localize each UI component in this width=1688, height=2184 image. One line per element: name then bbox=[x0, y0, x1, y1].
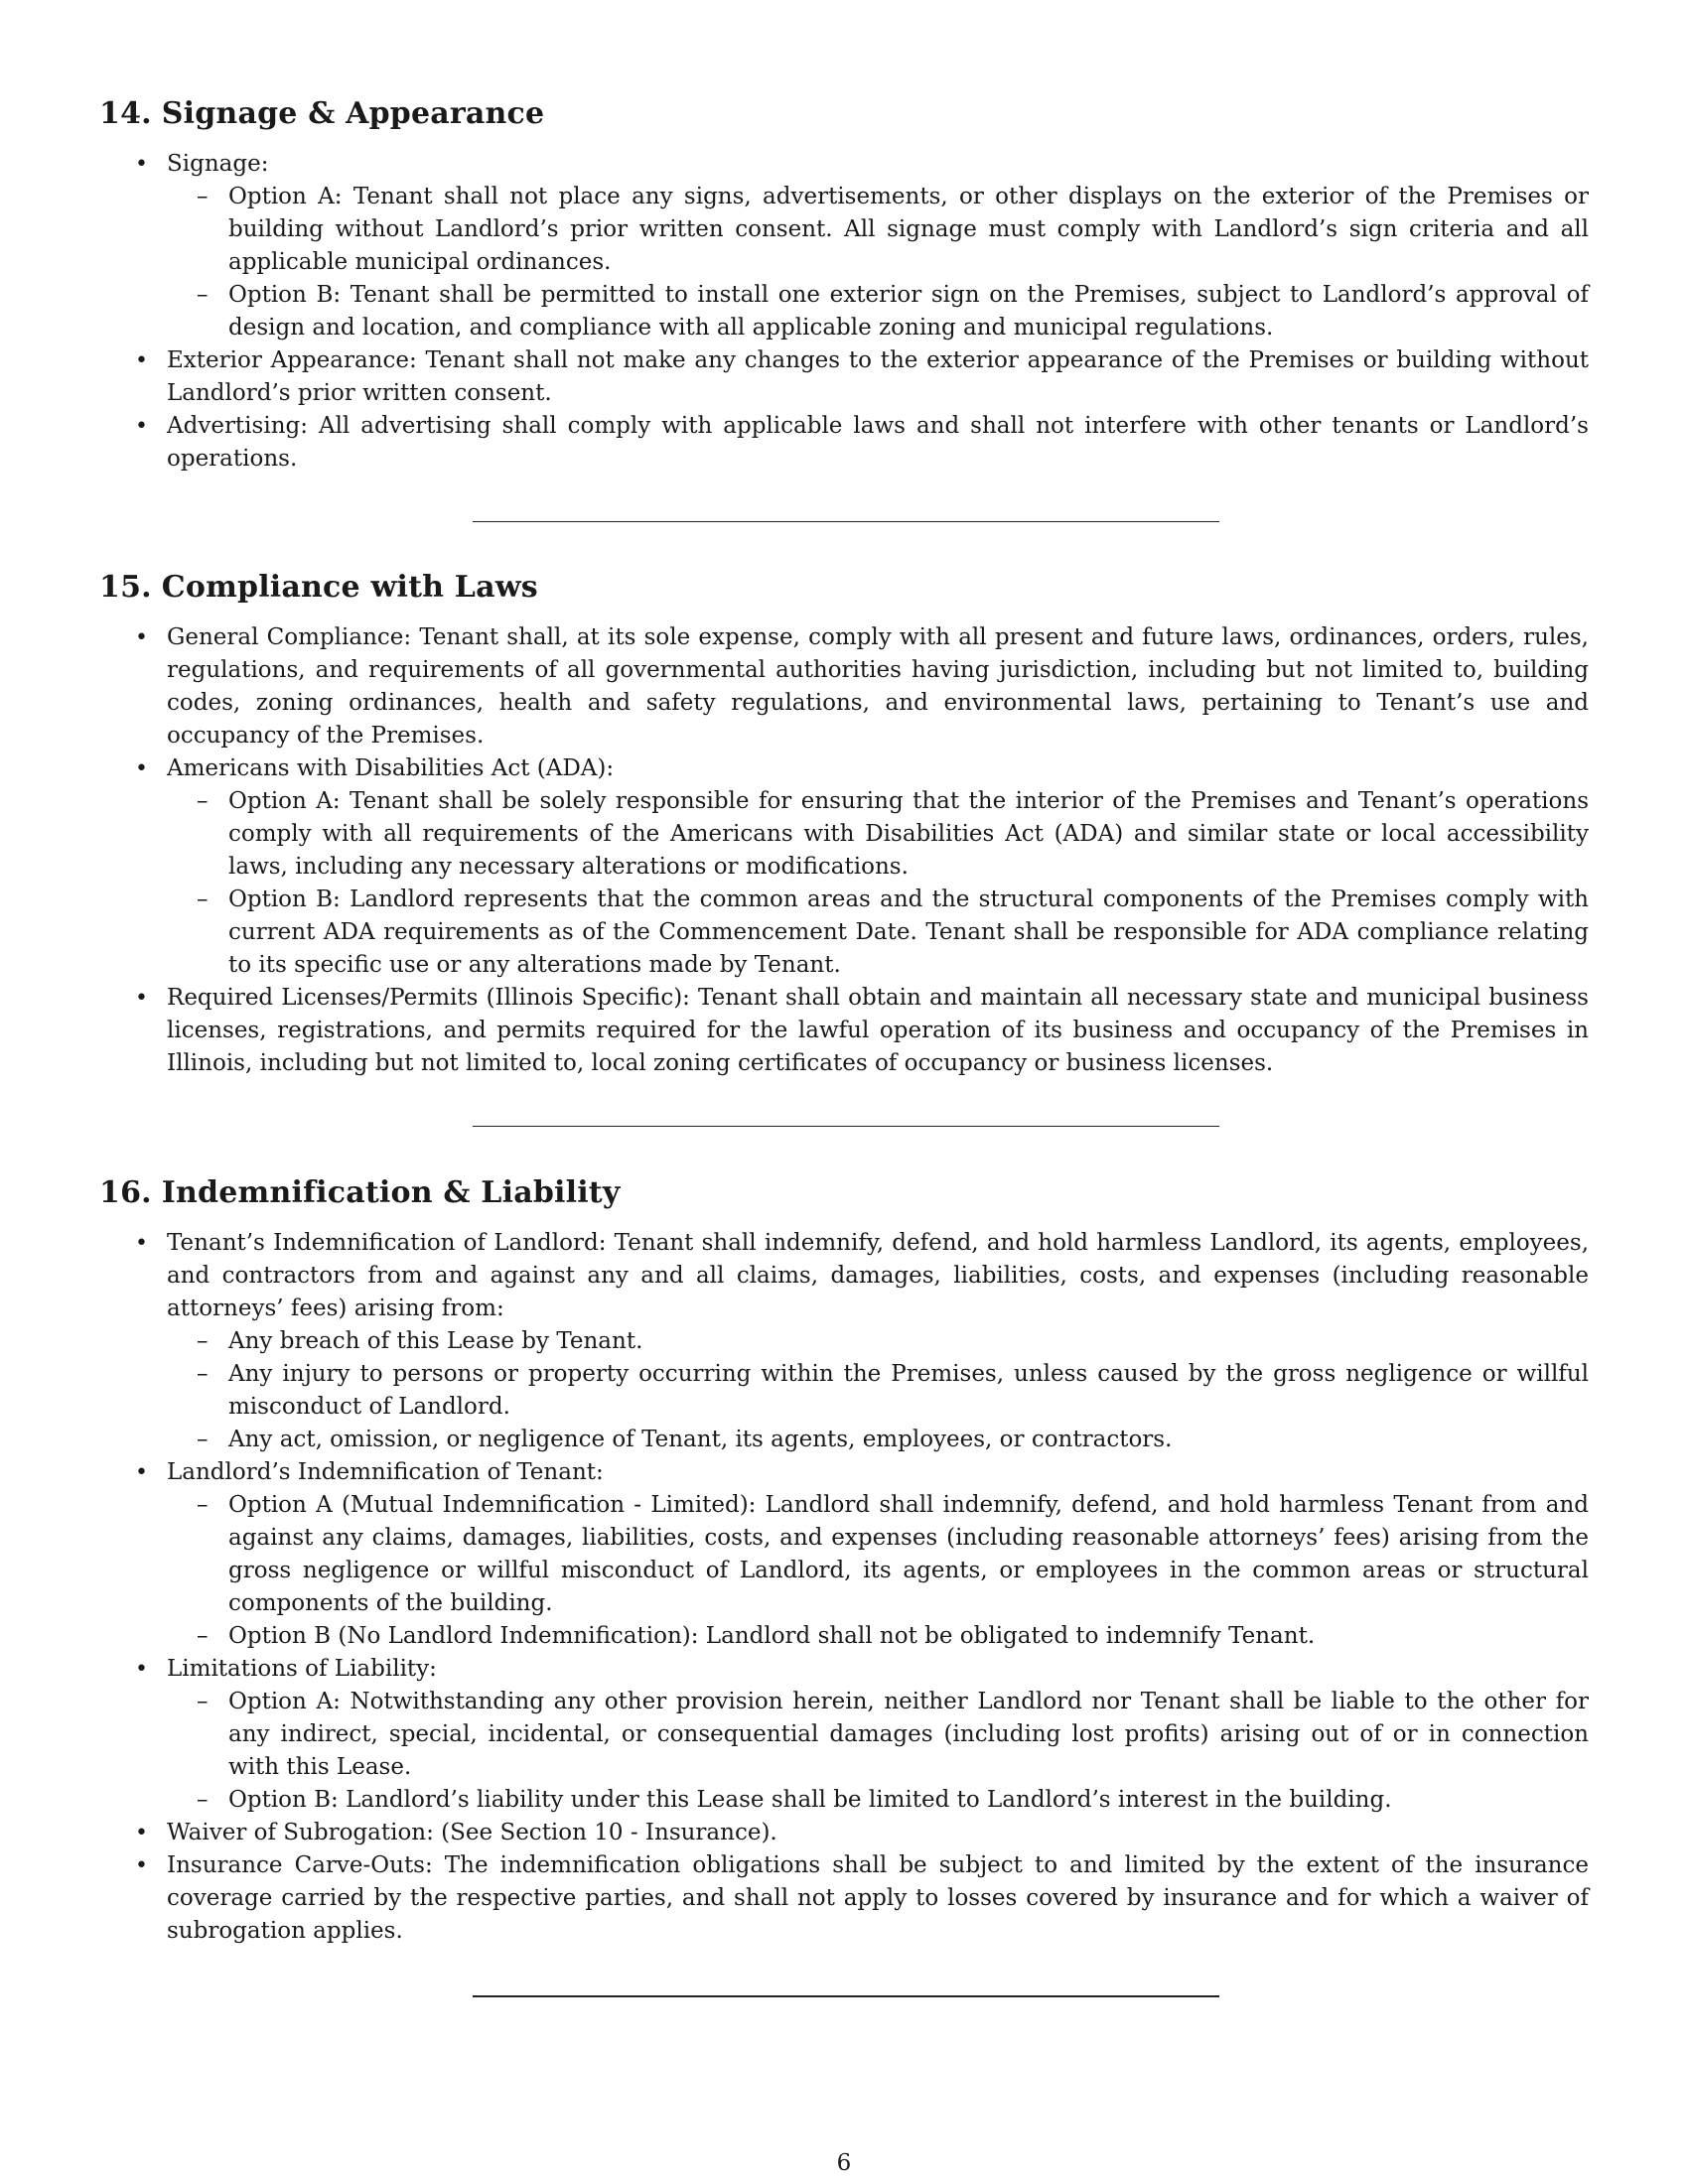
sub-list-item: – Option A: Tenant shall be solely responsible for ensuring that the interior of the Premises and Tenant’s operations comply with all requirements of the Americans with Disabilities Act (ADA) and similar state or local accessibility laws, including any necessary alterations or modifications. bbox=[167, 785, 1589, 884]
sub-list-item: – Option B: Landlord’s liability under this Lease shall be limited to Landlord’s interest in the building. bbox=[167, 1784, 1589, 1817]
sub-list-item: – Option B (No Landlord Indemnification): Landlord shall not be obligated to indemnify Tenant. bbox=[167, 1620, 1589, 1653]
list-item bbox=[99, 1456, 1589, 1653]
sub-list-item: – Option A: Tenant shall not place any signs, advertisements, or other displays on the exterior of the Premises or building without Landlord’s prior written consent. All signage must comply with Landlord’s sign criteria and all applicable municipal ordinances. bbox=[167, 181, 1589, 279]
list-item bbox=[99, 410, 1589, 476]
list-item bbox=[99, 1653, 1589, 1817]
section-heading bbox=[99, 568, 1589, 608]
list-item bbox=[99, 752, 1589, 982]
section-number: 14. bbox=[99, 96, 152, 131]
sub-list-item: – Option A (Mutual Indemnification - Limited): Landlord shall indemnify, defend, and hold harmless Tenant from and against any claims, damages, liabilities, costs, and expenses (including reasonable attorneys’ fees) arising from the gross negligence or willful misconduct of Landlord, its agents, or employees in the common areas or structural components of the building. bbox=[167, 1489, 1589, 1620]
list-item bbox=[99, 1849, 1589, 1948]
list-item bbox=[99, 621, 1589, 752]
bullet-list bbox=[99, 148, 1589, 476]
section-number: 16. bbox=[99, 1175, 152, 1210]
bullet-list bbox=[99, 1227, 1589, 1948]
page-number: 6 bbox=[836, 2150, 852, 2176]
list-item-text: Landlord’s Indemnification of Tenant: bbox=[167, 1459, 604, 1485]
section-14 bbox=[99, 94, 1589, 476]
list-item bbox=[99, 982, 1589, 1080]
section-title: Signage & Appearance bbox=[161, 96, 545, 131]
list-item-text: Exterior Appearance: Tenant shall not make any changes to the exterior appearance of the Premises or building without Landlord’s prior written consent. bbox=[167, 347, 1589, 406]
sub-list-item: – Option B: Landlord represents that the common areas and the structural components of the Premises comply with current ADA requirements as of the Commencement Date. Tenant shall be responsible for ADA compliance relating to its specific use or any alterations made by Tenant. bbox=[167, 884, 1589, 982]
sub-list bbox=[167, 1489, 1589, 1653]
list-item bbox=[99, 1227, 1589, 1456]
list-item-text: General Compliance: Tenant shall, at its sole expense, comply with all present and future laws, ordinances, orders, rules, regulations, and requirements of all governmental authorities having jurisdiction, including but not limited to, building codes, zoning ordinances, health and safety regulations, and environmental laws, pertaining to Tenant’s use and occupancy of the Premises. bbox=[167, 624, 1589, 749]
section-heading bbox=[99, 1173, 1589, 1213]
section-heading bbox=[99, 94, 1589, 134]
list-item bbox=[99, 1817, 1589, 1849]
list-item-text: Required Licenses/Permits (Illinois Specific): Tenant shall obtain and maintain all necessary state and municipal business licenses, registrations, and permits required for the lawful operation of its business and occupancy of the Premises in Illinois, including but not limited to, local zoning certificates of occupancy or business licenses. bbox=[167, 985, 1589, 1076]
sub-list bbox=[167, 785, 1589, 982]
sub-list-item: – Option B: Tenant shall be permitted to install one exterior sign on the Premises, subject to Landlord’s approval of design and location, and compliance with all applicable zoning and municipal regulations. bbox=[167, 279, 1589, 344]
sub-list-item: – Any breach of this Lease by Tenant. bbox=[167, 1325, 1589, 1358]
section-divider bbox=[473, 1995, 1219, 1997]
section-15 bbox=[99, 568, 1589, 1080]
list-item-text: Tenant’s Indemnification of Landlord: Tenant shall indemnify, defend, and hold harmless Landlord, its agents, employees, and contractors from and against any and all claims, damages, liabilities, costs, and expenses (including reasonable attorneys’ fees) arising from: bbox=[167, 1230, 1589, 1321]
list-item-text: Americans with Disabilities Act (ADA): bbox=[167, 755, 615, 781]
sub-list-item: – Any act, omission, or negligence of Tenant, its agents, employees, or contractors. bbox=[167, 1424, 1589, 1456]
list-item bbox=[99, 344, 1589, 410]
list-item-text: Advertising: All advertising shall comply with applicable laws and shall not interfere with other tenants or Landlord’s operations. bbox=[167, 413, 1589, 472]
sub-list bbox=[167, 1686, 1589, 1817]
list-item-text: Waiver of Subrogation: (See Section 10 - Insurance). bbox=[167, 1820, 777, 1845]
section-divider bbox=[473, 521, 1219, 522]
bullet-list bbox=[99, 621, 1589, 1080]
sub-list bbox=[167, 1325, 1589, 1456]
section-number: 15. bbox=[99, 570, 152, 605]
section-divider bbox=[473, 1126, 1219, 1127]
sub-list-item: – Any injury to persons or property occurring within the Premises, unless caused by the gross negligence or willful misconduct of Landlord. bbox=[167, 1358, 1589, 1424]
list-item bbox=[99, 148, 1589, 344]
section-16 bbox=[99, 1173, 1589, 1948]
section-title: Indemnification & Liability bbox=[161, 1175, 621, 1210]
sub-list-item: – Option A: Notwithstanding any other provision herein, neither Landlord nor Tenant shall be liable to the other for any indirect, special, incidental, or consequential damages (including lost profits) arising out of or in connection with this Lease. bbox=[167, 1686, 1589, 1784]
list-item-text: Limitations of Liability: bbox=[167, 1656, 437, 1682]
list-item-text: Signage: bbox=[167, 151, 269, 177]
section-title: Compliance with Laws bbox=[161, 570, 538, 605]
list-item-text: Insurance Carve-Outs: The indemnification obligations shall be subject to and limited by the extent of the insurance coverage carried by the respective parties, and shall not apply to losses covered by insurance and for which a waiver of subrogation applies. bbox=[167, 1852, 1589, 1944]
sub-list bbox=[167, 181, 1589, 344]
